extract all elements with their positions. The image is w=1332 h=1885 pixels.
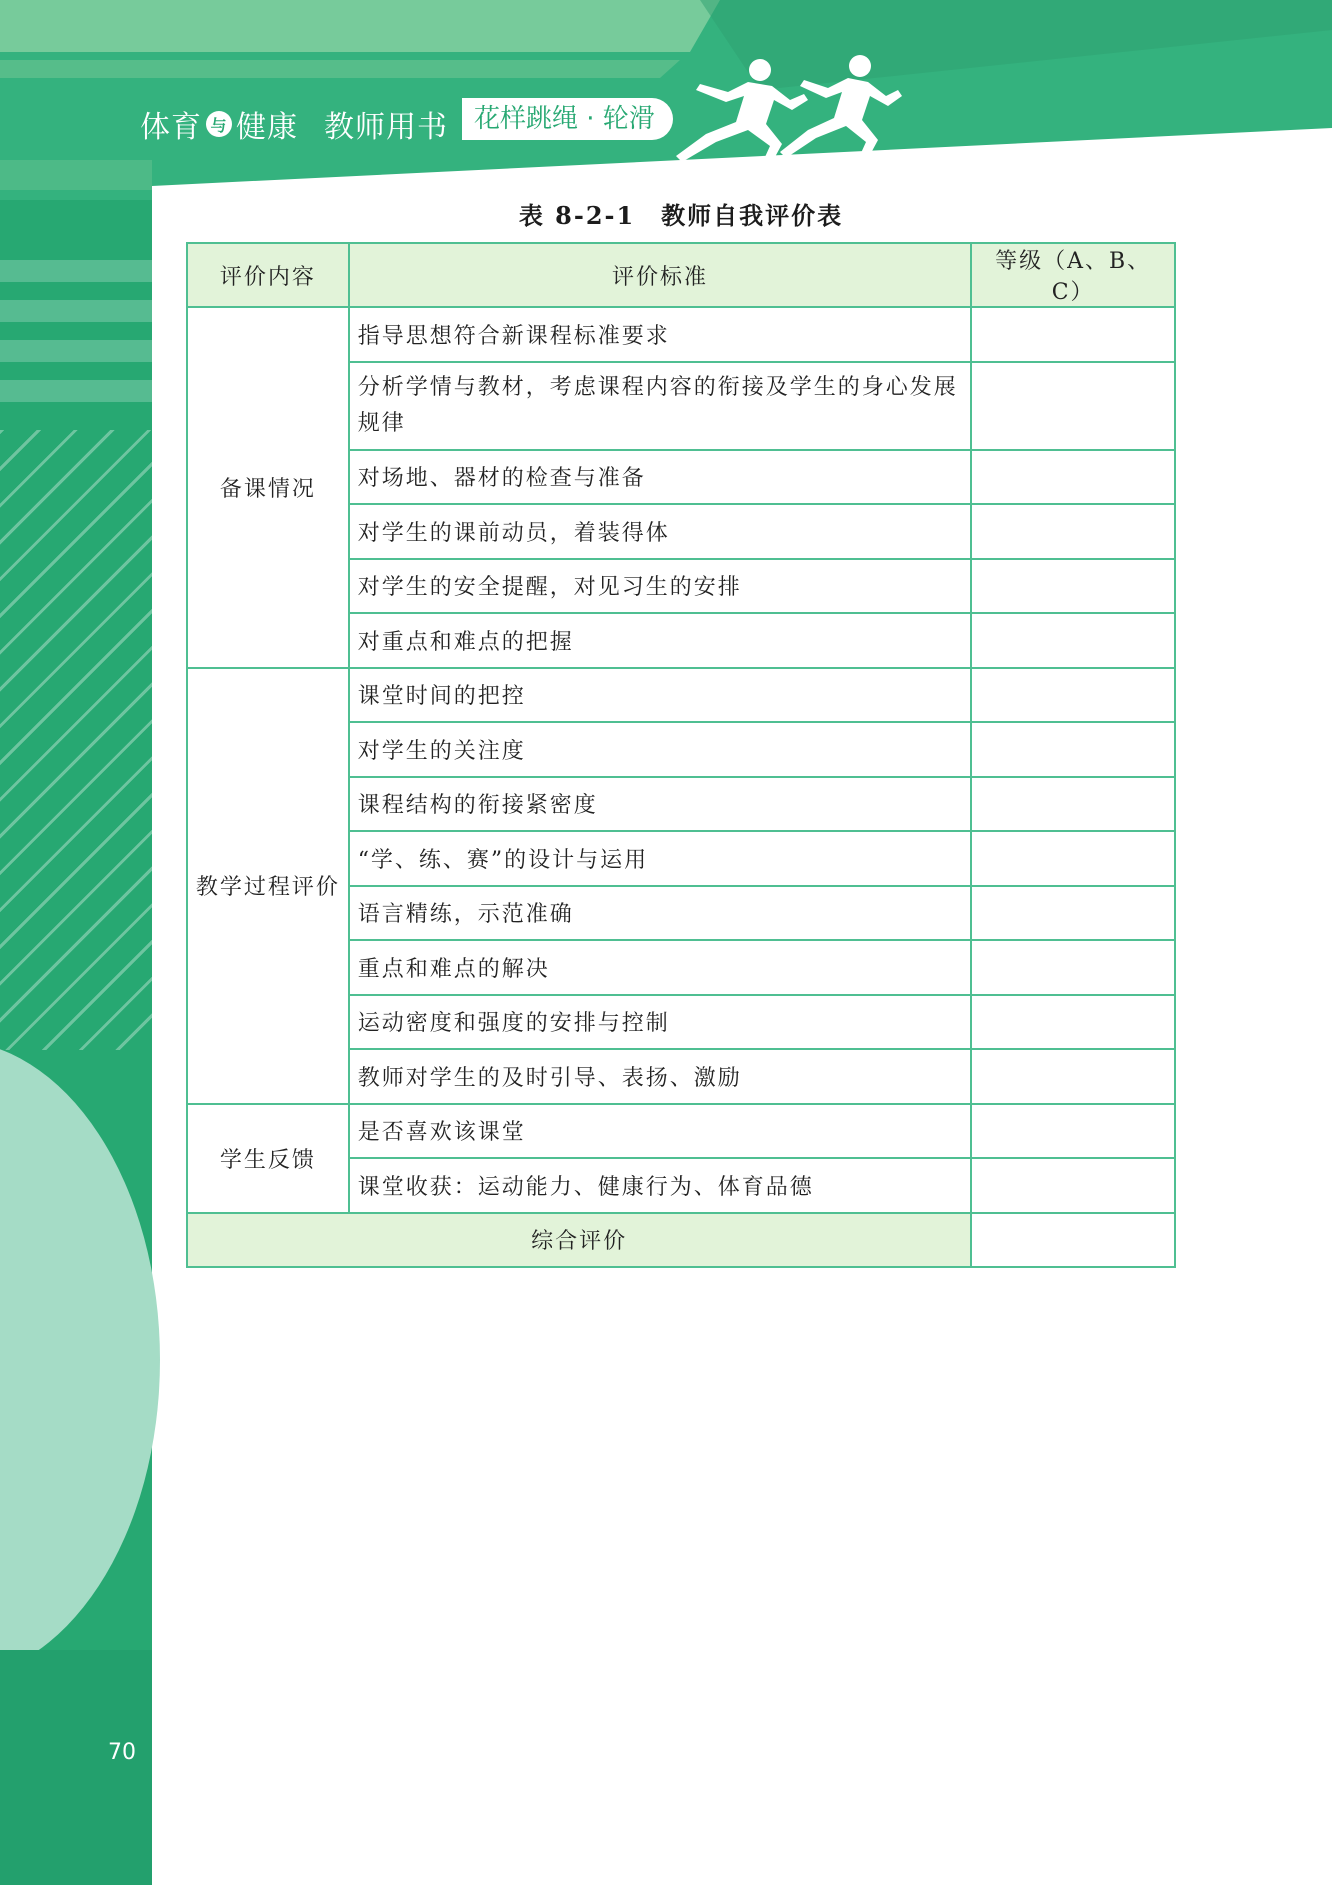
criterion-cell: 对重点和难点的把握 — [349, 613, 972, 668]
grade-cell[interactable] — [971, 307, 1175, 362]
summary-grade-cell[interactable] — [971, 1213, 1175, 1268]
table-header-row — [187, 243, 1175, 307]
criterion-cell: 课程结构的衔接紧密度 — [349, 777, 972, 832]
table-title: 表 8-2-1 教师自我评价表 — [518, 201, 844, 230]
criterion-cell: 对学生的课前动员，着装得体 — [349, 504, 972, 559]
summary-label: 综合评价 — [187, 1213, 971, 1268]
category-cell: 教学过程评价 — [187, 668, 349, 1104]
book-title — [140, 102, 448, 146]
book-title-part3: 教师用书 — [324, 110, 448, 145]
column-header: 等级（A、B、C） — [971, 243, 1175, 307]
summary-row — [187, 1213, 1175, 1268]
criterion-cell: 课堂收获：运动能力、健康行为、体育品德 — [349, 1158, 972, 1213]
grade-cell[interactable] — [971, 722, 1175, 777]
grade-cell[interactable] — [971, 450, 1175, 505]
book-title-part2: 健康 — [236, 110, 298, 145]
criterion-cell: 课堂时间的把控 — [349, 668, 972, 723]
criterion-cell: 教师对学生的及时引导、表扬、激励 — [349, 1049, 972, 1104]
grade-cell[interactable] — [971, 995, 1175, 1050]
left-stripe-bars — [0, 260, 152, 440]
left-diagonal-stripes — [0, 430, 152, 1050]
grade-cell[interactable] — [971, 777, 1175, 832]
book-title-connector: 与 — [206, 111, 232, 137]
evaluation-table — [186, 242, 1176, 1268]
criterion-cell: 运动密度和强度的安排与控制 — [349, 995, 972, 1050]
grade-cell[interactable] — [971, 613, 1175, 668]
criterion-cell: 对学生的关注度 — [349, 722, 972, 777]
criterion-cell: 重点和难点的解决 — [349, 940, 972, 995]
header-banner — [0, 0, 1332, 200]
table-row — [187, 668, 1175, 723]
grade-cell[interactable] — [971, 1049, 1175, 1104]
book-title-part1: 体育 — [140, 110, 202, 145]
category-cell: 备课情况 — [187, 307, 349, 668]
topic-badge: 花样跳绳 · 轮滑 — [462, 98, 673, 140]
criterion-cell: 对场地、器材的检查与准备 — [349, 450, 972, 505]
grade-cell[interactable] — [971, 940, 1175, 995]
grade-cell[interactable] — [971, 504, 1175, 559]
table-row — [187, 307, 1175, 362]
grade-cell[interactable] — [971, 886, 1175, 941]
criterion-cell: 指导思想符合新课程标准要求 — [349, 307, 972, 362]
column-header: 评价内容 — [187, 243, 349, 307]
left-bottom-band — [0, 1650, 152, 1885]
category-cell: 学生反馈 — [187, 1104, 349, 1213]
page-number: 70 — [108, 1740, 136, 1765]
column-header: 评价标准 — [349, 243, 972, 307]
criterion-cell: 语言精练，示范准确 — [349, 886, 972, 941]
grade-cell[interactable] — [971, 362, 1175, 450]
criterion-cell: 对学生的安全提醒，对见习生的安排 — [349, 559, 972, 614]
table-row — [187, 1104, 1175, 1159]
grade-cell[interactable] — [971, 1104, 1175, 1159]
grade-cell[interactable] — [971, 831, 1175, 886]
page-header — [0, 0, 1332, 200]
grade-cell[interactable] — [971, 559, 1175, 614]
criterion-cell: 分析学情与教材，考虑课程内容的衔接及学生的身心发展规律 — [349, 362, 972, 450]
grade-cell[interactable] — [971, 1158, 1175, 1213]
grade-cell[interactable] — [971, 668, 1175, 723]
criterion-cell: 是否喜欢该课堂 — [349, 1104, 972, 1159]
criterion-cell: “学、练、赛”的设计与运用 — [349, 831, 972, 886]
